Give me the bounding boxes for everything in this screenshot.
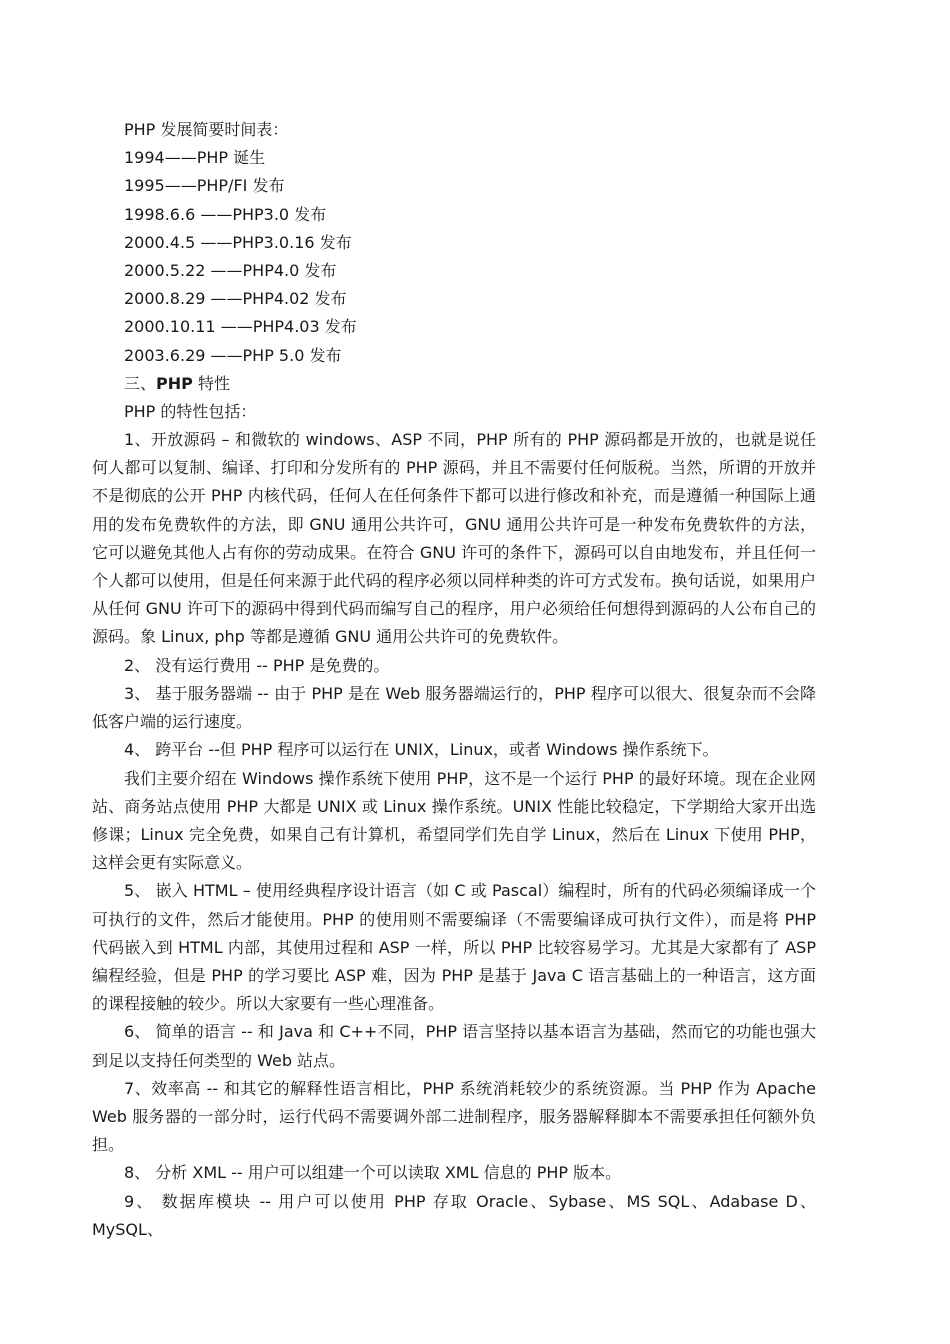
feature-paragraph: 4、 跨平台 --但 PHP 程序可以运行在 UNIX，Linux，或者 Windows 操作系统下。 (124, 740, 719, 760)
timeline-entry: 1994——PHP 诞生 (124, 148, 266, 168)
feature-paragraph: 1、开放源码 – 和微软的 windows、ASP 不同，PHP 所有的 PHP 源码都是开放的，也就是说任何人都可以复制、编译、打印和分发所有的 PHP 源码，并且不需要付任何版税。当然，所谓的开放并不是彻底的公开 PHP 内核代码，任何人在任何条件下都可以进行修改和补充，而是遵循一种国际上通用的发布免费软件的方法，即 GNU 通用公共许可，GNU 通用公共许可是一种发布免费软件的方法，它可以避免其他人占有你的劳动成果。在符合 GNU 许可的条件下，源码可以自由地发布，并且任何一个人都可以使用，但是任何来源于此代码的程序必须以同样种类的许可方式发布。换句话说，如果用户从任何 GNU 许可下的源码中得到代码而编写自己的程序，用户必须给任何想得到源码的人公布自己的源码。象 Linux, php 等都是遵循 GNU 通用公共许可的免费软件。 (92, 430, 816, 647)
feature-paragraph: 2、 没有运行费用 -- PHP 是免费的。 (124, 655, 390, 675)
feature-paragraph: 7、效率高 -- 和其它的解释性语言相比，PHP 系统消耗较少的系统资源。当 PHP 作为 Apache Web 服务器的一部分时，运行代码不需要调外部二进制程序，服务器解释脚本不需要承担任何额外负担。 (92, 1078, 816, 1155)
feature-paragraph: 我们主要介绍在 Windows 操作系统下使用 PHP，这不是一个运行 PHP 的最好环境。现在企业网站、商务站点使用 PHP 大都是 UNIX 或 Linux 操作系统。UNIX 性能比较稳定，下学期给大家开出选修课；Linux 完全免费，如果自己有计算机，希望同学们先自学 Linux，然后在 Linux 下使用 PHP，这样会更有实际意义。 (92, 768, 816, 873)
feature-paragraph: 5、 嵌入 HTML – 使用经典程序设计语言（如 C 或 Pascal）编程时，所有的代码必须编译成一个可执行的文件，然后才能使用。PHP 的使用则不需要编译（不需要编译成可执行文件），而是将 PHP 代码嵌入到 HTML 内部，其使用过程和 ASP 一样，所以 PHP 比较容易学习。尤其是大家都有了 ASP 编程经验，但是 PHP 的学习要比 ASP 难，因为 PHP 是基于 Java C 语言基础上的一种语言，这方面的课程接触的较少。所以大家要有一些心理准备。 (92, 881, 816, 1014)
timeline-entry: 2000.10.11 ——PHP4.03 发布 (124, 317, 357, 337)
timeline-entry: 2000.8.29 ——PHP4.02 发布 (124, 289, 347, 309)
timeline-entry: 1995——PHP/FI 发布 (124, 176, 285, 196)
feature-paragraph: 9、 数据库模块 -- 用户可以使用 PHP 存取 Oracle、Sybase、MS SQL、Adabase D、MySQL、 (92, 1191, 816, 1239)
section-title: PHP (156, 373, 193, 393)
section-heading (92, 370, 816, 398)
feature-paragraph: 3、 基于服务器端 -- 由于 PHP 是在 Web 服务器端运行的，PHP 程序可以很大、很复杂而不会降低客户端的运行速度。 (92, 683, 816, 732)
timeline-heading: PHP 发展简要时间表： (124, 120, 289, 139)
timeline-entry: 2003.6.29 ——PHP 5.0 发布 (124, 345, 342, 365)
section-intro: PHP 的特性包括： (124, 401, 257, 421)
feature-paragraph: 6、 简单的语言 -- 和 Java 和 C++不同，PHP 语言坚持以基本语言为基础，然而它的功能也强大到足以支持任何类型的 Web 站点。 (92, 1022, 816, 1070)
document-page (92, 116, 816, 1244)
timeline-entry: 1998.6.6 ——PHP3.0 发布 (124, 204, 327, 224)
timeline-entry: 2000.4.5 ——PHP3.0.16 发布 (124, 232, 352, 252)
section-suffix: 特性 (192, 373, 230, 393)
timeline-entry: 2000.5.22 ——PHP4.0 发布 (124, 260, 337, 280)
feature-paragraph: 8、 分析 XML -- 用户可以组建一个可以读取 XML 信息的 PHP 版本。 (124, 1163, 622, 1183)
section-prefix: 三、 (124, 373, 157, 393)
